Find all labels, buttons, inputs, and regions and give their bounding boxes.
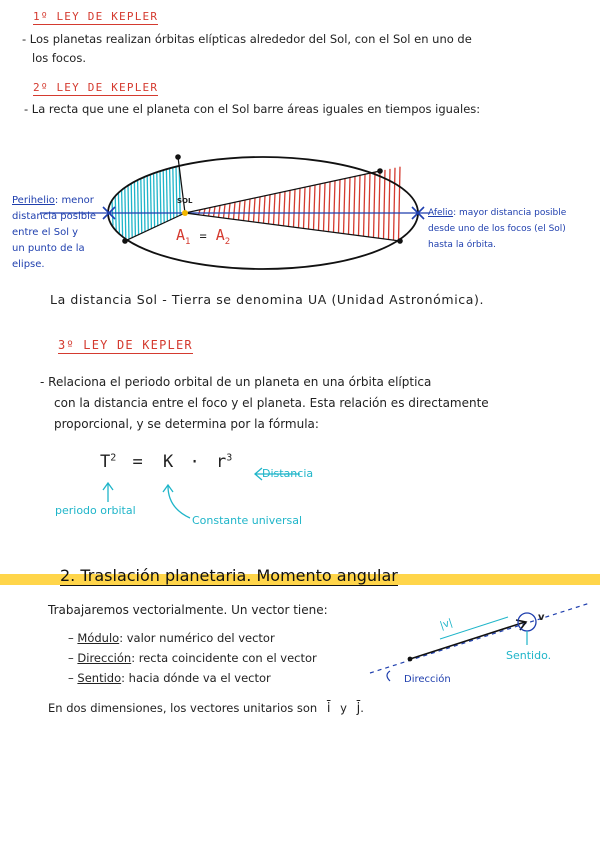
planet-dot-1 <box>175 154 181 160</box>
unit-vector-j: $\overline{j}$ <box>356 701 361 716</box>
red-hatch-stroke <box>369 173 371 237</box>
area-a2-sub: 2 <box>224 237 231 247</box>
section2-heading <box>60 566 398 585</box>
red-hatch-stroke <box>284 191 286 226</box>
red-hatch-stroke <box>294 189 296 227</box>
prop-desc-sentido: : hacia dónde va el vector <box>121 671 271 685</box>
k3-line-0: - Relaciona el periodo orbital de un planeta en una órbita elíptica <box>40 375 432 389</box>
dimensiones-text: En dos dimensiones, los vectores unitarios son <box>48 701 318 715</box>
k3-line-1: con la distancia entre el foco y el planeta. Esta relación es directamente <box>54 396 489 410</box>
k3-title-text: 3º LEY DE KEPLER <box>58 338 193 352</box>
prop-desc-modulo: : valor numérico del vector <box>119 631 275 645</box>
radius-line-3 <box>185 171 380 213</box>
direccion-pointer <box>387 671 390 681</box>
vector-prop-sentido: – Sentido: hacia dónde va el vector <box>68 671 271 685</box>
red-hatch-stroke <box>374 172 376 238</box>
teal-hatch-stroke <box>150 175 151 230</box>
red-hatch-stroke <box>364 174 366 236</box>
vector-prop-direccion: – Dirección: recta coincidente con el vector <box>68 651 317 665</box>
red-hatch-stroke <box>224 204 226 218</box>
areas-equal-label <box>176 226 230 247</box>
direccion-label: Dirección <box>404 674 451 685</box>
ua-text: La distancia Sol - Tierra se denomina UA (Unidad Astronómica). <box>50 292 485 307</box>
planet-dot-3 <box>377 168 383 174</box>
vector-origin <box>408 657 413 662</box>
red-hatch-stroke <box>249 199 251 221</box>
teal-hatch-stroke <box>144 177 145 232</box>
label-distancia: Distancia <box>262 467 314 480</box>
red-hatch-stroke <box>219 205 221 217</box>
unit-vectors-line: En dos dimensiones, los vectores unitarios son $\overline{i}$ y $\overline{j}$. <box>48 701 364 716</box>
sol-label: SOL <box>177 197 193 205</box>
k1-title <box>33 10 158 23</box>
vector-diagram <box>360 595 600 695</box>
perihelio-area-hatch <box>112 167 180 240</box>
red-hatch-stroke <box>379 171 381 238</box>
red-hatch-stroke <box>354 176 356 235</box>
red-hatch-stroke <box>399 167 401 241</box>
red-hatch-stroke <box>394 168 396 241</box>
teal-hatch-stroke <box>147 176 148 231</box>
red-hatch-stroke <box>349 177 351 234</box>
k3-body <box>40 372 595 435</box>
perihelio-line-1: distancia posible <box>12 211 97 222</box>
k2-title-text: 2º LEY DE KEPLER <box>33 81 159 94</box>
teal-hatch-stroke <box>141 179 142 234</box>
teal-hatch-stroke <box>160 171 161 225</box>
red-hatch-stroke <box>204 209 206 216</box>
red-hatch-stroke <box>264 196 266 224</box>
teal-hatch-stroke <box>166 169 167 221</box>
red-hatch-stroke <box>309 186 311 229</box>
prop-desc-direccion: : recta coincidente con el vector <box>131 651 317 665</box>
formula-exp-3: 3 <box>226 452 233 464</box>
teal-hatch-stroke <box>131 184 132 239</box>
red-hatch-stroke <box>259 197 261 223</box>
unit-vector-i: $\overline{i}$ <box>326 701 331 716</box>
red-hatch-stroke <box>274 194 276 225</box>
red-hatch-stroke <box>239 201 241 220</box>
teal-hatch-stroke <box>176 167 177 218</box>
red-hatch-stroke <box>359 175 361 235</box>
teal-hatch-stroke <box>138 180 139 235</box>
area-a1-letter: A <box>176 226 186 244</box>
red-hatch-stroke <box>254 198 256 222</box>
red-hatch-stroke <box>304 187 306 228</box>
perihelio-note <box>12 193 96 273</box>
planet-dot-4 <box>397 238 403 244</box>
afelio-line-2: hasta la órbita. <box>428 240 497 250</box>
teal-hatch-stroke <box>134 182 135 237</box>
formula-k: K <box>163 452 174 472</box>
formula-exp-2: 2 <box>110 452 117 464</box>
direction-dashed-line <box>370 603 590 673</box>
k1-line1: - Los planetas realizan órbitas elípticas alrededor del Sol, con el Sol en uno de <box>22 32 472 46</box>
red-hatch-stroke <box>244 200 246 221</box>
k2-text: - La recta que une el planeta con el Sol barre áreas iguales en tiempos iguales: <box>24 102 481 116</box>
perihelio-line-0: : menor <box>54 195 94 206</box>
vector-v-label: v <box>538 612 545 623</box>
unit-vector-and: y <box>340 701 347 715</box>
formula-dot: · <box>189 452 200 472</box>
red-hatch-stroke <box>209 208 211 217</box>
label-constante-universal: Constante universal <box>192 514 303 527</box>
red-hatch-stroke <box>344 179 346 234</box>
perihelio-term: Perihelio <box>12 195 55 206</box>
k1-body <box>22 30 592 68</box>
afelio-line-0: : mayor distancia posible <box>453 208 567 218</box>
formula-equals: = <box>132 452 143 472</box>
perihelio-line-3: un punto de la <box>12 243 85 254</box>
label-periodo-orbital: periodo orbital <box>55 504 136 517</box>
red-hatch-stroke <box>229 203 231 219</box>
vector-prop-modulo: – Módulo: valor numérico del vector <box>68 631 275 645</box>
red-hatch-stroke <box>319 184 321 231</box>
sun-dot <box>182 210 188 216</box>
red-hatch-stroke <box>334 181 336 233</box>
teal-hatch-stroke <box>157 172 158 226</box>
k1-line2: los focos. <box>32 51 86 65</box>
modulo-label: |v| <box>438 617 455 632</box>
planet-dot-2 <box>122 238 128 244</box>
afelio-term: Afelio <box>428 208 454 218</box>
k2-title <box>33 81 158 94</box>
teal-hatch-stroke <box>154 173 155 227</box>
k3-line-2: proporcional, y se determina por la fórmula: <box>54 417 319 431</box>
section2-heading-text: 2. Traslación planetaria. Momento angular <box>60 566 398 585</box>
perihelio-line-2: entre el Sol y <box>12 227 79 238</box>
red-hatch-stroke <box>324 183 326 231</box>
red-hatch-stroke <box>299 188 301 228</box>
afelio-line-1: desde uno de los focos (el Sol) <box>428 224 566 234</box>
afelio-note <box>428 205 566 253</box>
k1-title-text: 1º LEY DE KEPLER <box>33 10 159 23</box>
arrow-constante-line <box>168 486 190 518</box>
red-hatch-stroke <box>279 193 281 226</box>
vector-properties-list <box>68 628 317 688</box>
teal-hatch-stroke <box>163 170 164 223</box>
red-hatch-stroke <box>329 182 331 232</box>
k3-title <box>58 338 193 352</box>
prop-term-sentido: Sentido <box>77 671 122 685</box>
red-hatch-stroke <box>234 202 236 219</box>
perihelio-line-4: elipse. <box>12 259 45 270</box>
red-hatch-stroke <box>289 190 291 226</box>
teal-hatch-stroke <box>173 167 174 218</box>
formula-r: r <box>216 452 227 472</box>
red-hatch-stroke <box>339 180 341 234</box>
formula-t: T <box>100 452 111 472</box>
areas-equals: = <box>199 229 207 243</box>
red-hatch-stroke <box>214 207 216 217</box>
area-a2-letter: A <box>215 226 225 244</box>
prop-term-modulo: Módulo <box>77 631 120 645</box>
sentido-label: Sentido. <box>506 649 552 662</box>
area-a1-sub: 1 <box>185 237 191 247</box>
red-hatch-stroke <box>384 170 386 239</box>
red-hatch-stroke <box>314 185 316 230</box>
red-hatch-stroke <box>269 195 271 224</box>
prop-term-direccion: Dirección <box>77 651 132 665</box>
s2-intro: Trabajaremos vectorialmente. Un vector tiene: <box>48 603 328 617</box>
